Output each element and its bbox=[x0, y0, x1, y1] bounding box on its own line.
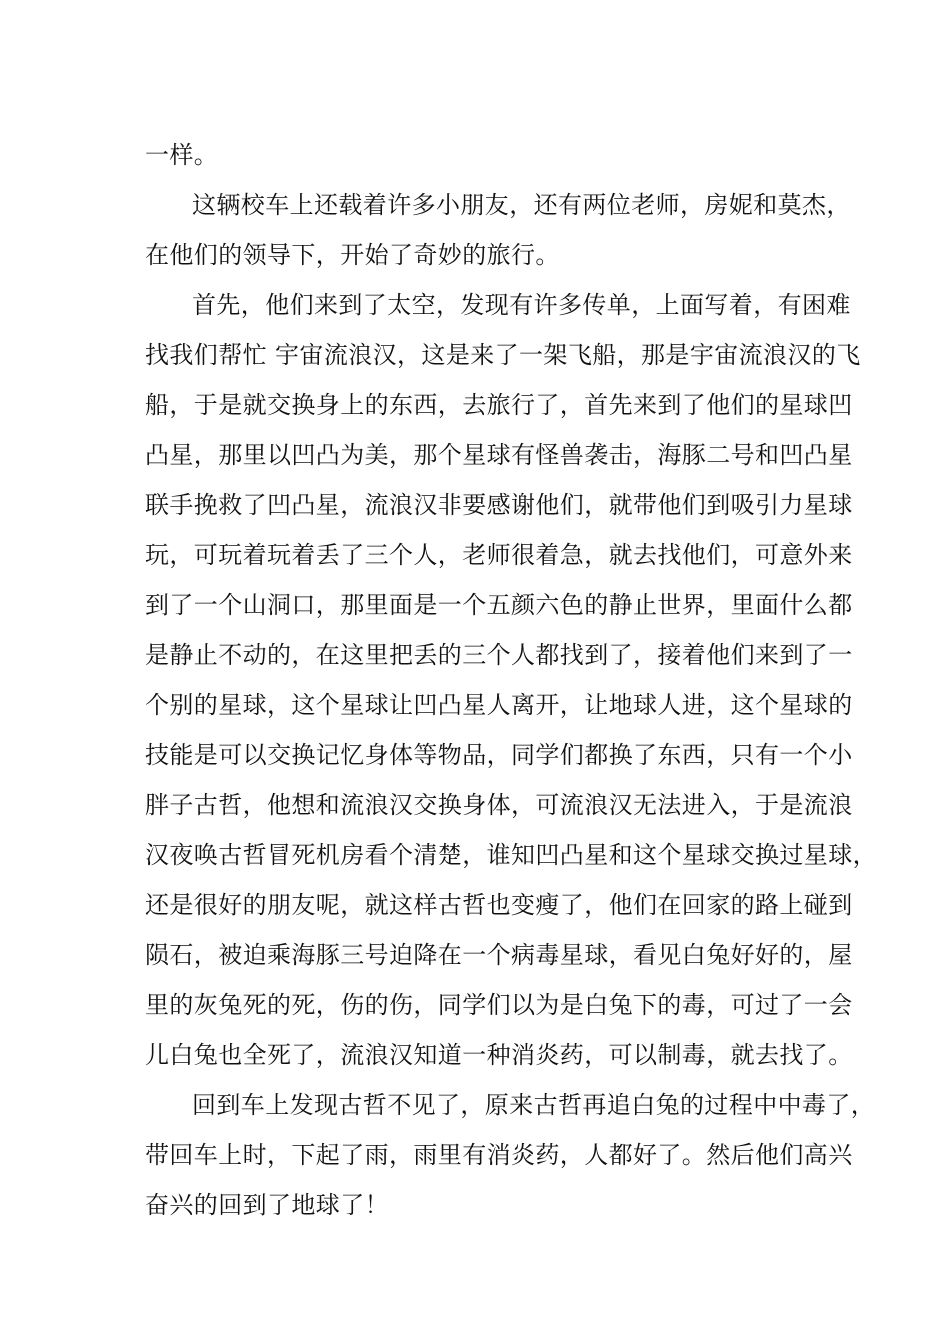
paragraph-2 bbox=[145, 180, 851, 280]
paragraph-3 bbox=[145, 280, 877, 1080]
paragraph-line: 儿白兔也全死了，流浪汉知道一种消炎药，可以制毒，就去找了。 bbox=[145, 1041, 853, 1069]
paragraph-line: 个别的星球，这个星球让凹凸星人离开，让地球人进，这个星球的 bbox=[145, 691, 853, 719]
paragraph-line: 找我们帮忙 宇宙流浪汉，这是来了一架飞船，那是宇宙流浪汉的飞 bbox=[145, 341, 861, 369]
paragraph-line: 带回车上时，下起了雨，雨里有消炎药，人都好了。然后他们高兴 bbox=[145, 1141, 853, 1169]
paragraph-line: 玩，可玩着玩着丢了三个人，老师很着急，就去找他们，可意外来 bbox=[145, 541, 853, 569]
paragraph-line: 奋兴的回到了地球了！ bbox=[145, 1191, 389, 1219]
paragraph-line: 胖子古哲，他想和流浪汉交换身体，可流浪汉无法进入，于是流浪 bbox=[145, 791, 853, 819]
paragraph-line: 技能是可以交换记忆身体等物品，同学们都换了东西，只有一个小 bbox=[145, 741, 853, 769]
paragraph-line: 汉夜唤古哲冒死机房看个清楚，谁知凹凸星和这个星球交换过星球， bbox=[145, 841, 877, 869]
paragraph-line: 还是很好的朋友呢，就这样古哲也变瘦了，他们在回家的路上碰到 bbox=[145, 891, 853, 919]
paragraph-1 bbox=[145, 130, 815, 180]
paragraph-line: 回到车上发现古哲不见了，原来古哲再追白兔的过程中中毒了， bbox=[192, 1091, 876, 1119]
paragraph-line: 一样。 bbox=[145, 141, 219, 169]
paragraph-line: 凸星，那里以凹凸为美，那个星球有怪兽袭击，海豚二号和凹凸星 bbox=[145, 441, 853, 469]
paragraph-line: 在他们的领导下，开始了奇妙的旅行。 bbox=[145, 241, 560, 269]
paragraph-line: 陨石，被迫乘海豚三号迫降在一个病毒星球，看见白兔好好的，屋 bbox=[145, 941, 853, 969]
paragraph-line: 是静止不动的，在这里把丢的三个人都找到了，接着他们来到了一 bbox=[145, 641, 853, 669]
paragraph-line: 联手挽救了凹凸星，流浪汉非要感谢他们，就带他们到吸引力星球 bbox=[145, 491, 853, 519]
paragraph-line: 首先，他们来到了太空，发现有许多传单，上面写着，有困难 bbox=[192, 291, 851, 319]
paragraph-line: 这辆校车上还载着许多小朋友，还有两位老师，房妮和莫杰， bbox=[192, 191, 851, 219]
paragraph-line: 到了一个山洞口，那里面是一个五颜六色的静止世界，里面什么都 bbox=[145, 591, 853, 619]
paragraph-line: 船，于是就交换身上的东西，去旅行了，首先来到了他们的星球凹 bbox=[145, 391, 853, 419]
document-body bbox=[145, 130, 877, 1230]
paragraph-line: 里的灰兔死的死，伤的伤，同学们以为是白兔下的毒，可过了一会 bbox=[145, 991, 853, 1019]
paragraph-4 bbox=[145, 1080, 876, 1230]
